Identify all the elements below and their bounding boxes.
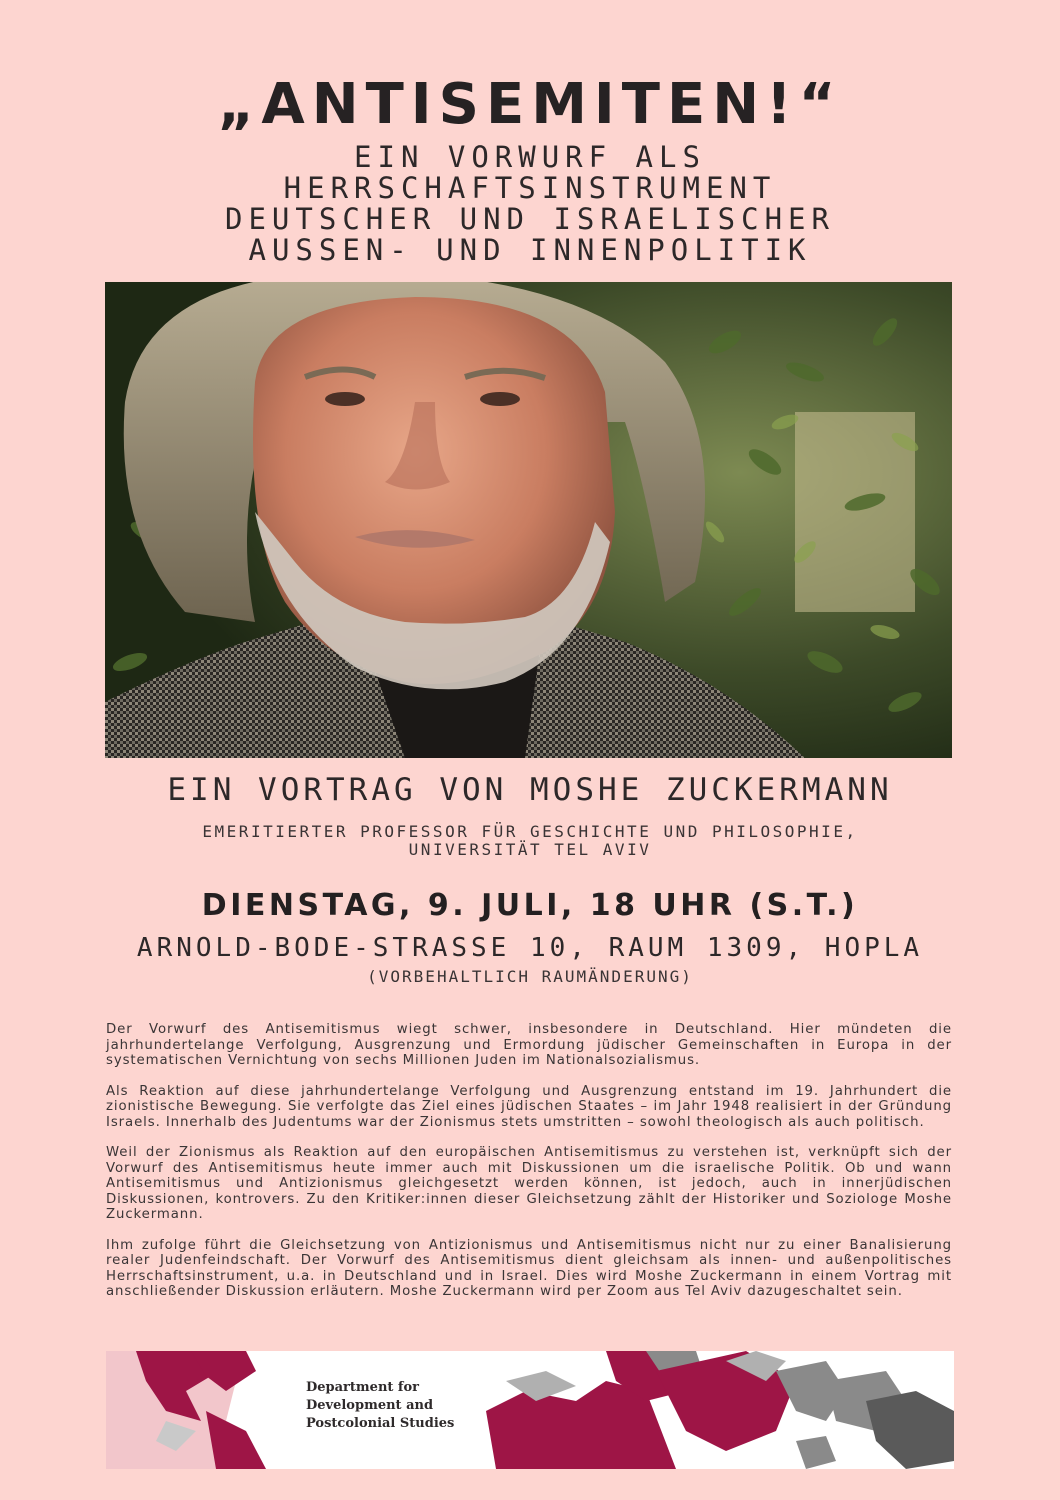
department-logo-banner	[106, 1351, 954, 1469]
professor-affiliation	[0, 823, 1060, 859]
professor-line-1: EMERITIERTER PROFESSOR FÜR GESCHICHTE UND PHILOSOPHIE,	[202, 822, 858, 841]
portrait-illustration	[105, 282, 952, 758]
headline: „ANTISEMITEN!“	[217, 72, 843, 137]
subtitle-line-1: EIN VORWURF ALS	[354, 140, 706, 174]
location-note: (VORBEHALTLICH RAUMÄNDERUNG)	[367, 967, 693, 986]
department-name	[306, 1379, 454, 1433]
subtitle-block	[0, 142, 1060, 266]
world-map-graphic	[106, 1351, 954, 1469]
speaker-portrait-photo	[105, 282, 952, 758]
event-location: ARNOLD-BODE-STRASSE 10, RAUM 1309, HOPLA	[136, 933, 924, 963]
description-text	[106, 1022, 952, 1315]
speaker-line: EIN VORTRAG VON MOSHE ZUCKERMANN	[167, 772, 893, 808]
paragraph-3: Weil der Zionismus als Reaktion auf den europäischen Antisemitismus zu verstehen ist, verknüpft sich der Vorwurf des Antisemitismus heute immer auch mit Diskussionen um die israelische Politik. Ob und wann Antisemitismus und Antizionismus gleichgesetzt werden können, ist jedoch, auch in innerjüdischen Diskussionen, kontrovers. Zu den Kritiker:innen dieser Gleichsetzung zählt der Historiker und Soziologe Moshe Zuckermann.	[106, 1145, 952, 1222]
department-line-2: Development and	[306, 1398, 434, 1413]
subtitle-line-4: AUSSEN- UND INNENPOLITIK	[248, 233, 812, 267]
paragraph-4: Ihm zufolge führt die Gleichsetzung von Antizionismus und Antisemitismus nicht nur zu einer Banalisierung realer Judenfeindschaft. Der Vorwurf des Antisemitismus dient gleichsam als innen- und außenpolitisches Herrschaftsinstrument, u.a. in Deutschland und in Israel. Dies wird Moshe Zuckermann in einem Vortrag mit anschließender Diskussion erläutern. Moshe Zuckermann wird per Zoom aus Tel Aviv dazugeschaltet sein.	[106, 1237, 952, 1299]
department-line-3: Postcolonial Studies	[306, 1416, 455, 1431]
paragraph-1: Der Vorwurf des Antisemitismus wiegt schwer, insbesondere in Deutschland. Hier mündeten die jahrhundertelange Verfolgung, Ausgrenzung und Ermordung jüdischer Gemeinschaften in Europa in der systematischen Vernichtung von sechs Millionen Juden im Nationalsozialismus.	[106, 1022, 952, 1068]
subtitle-line-3: DEUTSCHER UND ISRAELISCHER	[225, 202, 835, 236]
department-line-1: Department for	[306, 1380, 420, 1395]
paragraph-2: Als Reaktion auf diese jahrhundertelange Verfolgung und Ausgrenzung entstand im 19. Jahrhundert die zionistische Bewegung. Sie verfolgte das Ziel eines jüdischen Staates – im Jahr 1948 realisiert in der Gründung Israels. Innerhalb des Judentums war der Zionismus stets umstritten – sowohl theologisch als auch politisch.	[106, 1083, 952, 1130]
subtitle-line-2: HERRSCHAFTSINSTRUMENT	[283, 171, 777, 205]
professor-line-2: UNIVERSITÄT TEL AVIV	[408, 840, 652, 859]
event-date: DIENSTAG, 9. JULI, 18 UHR (S.T.)	[201, 888, 859, 923]
